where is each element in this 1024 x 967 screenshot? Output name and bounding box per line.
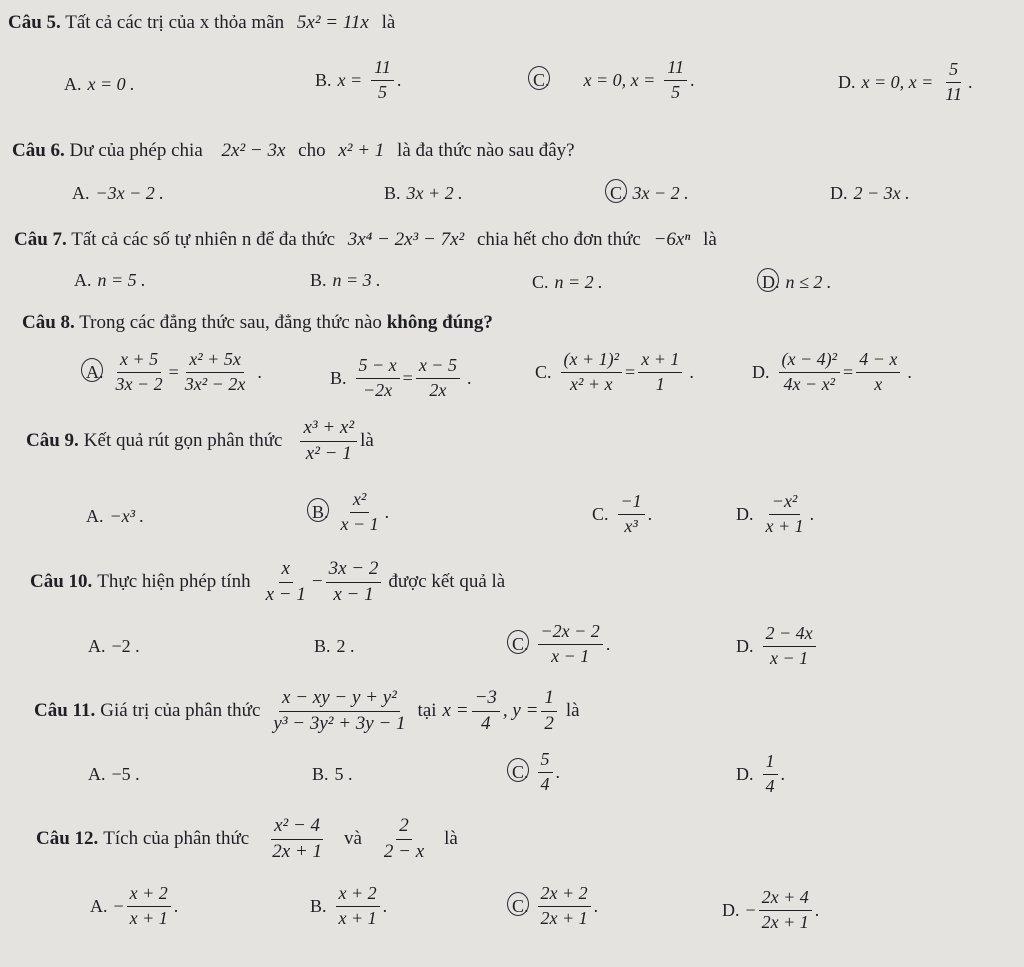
question-label: Câu 9. [26, 430, 79, 452]
option-lead: x = 0, x = [861, 71, 934, 92]
question-label: Câu 7. [14, 229, 67, 250]
question-fraction-1: $\frac{\text{x² − 4}}{2x + 1}$ [272, 815, 322, 862]
option-12d[interactable]: D. − $\frac{2x + 4}{2x + 1}$ . [722, 887, 820, 932]
option-sign: − [113, 895, 124, 916]
option-fraction: $\frac{11}{5}$ [664, 58, 687, 103]
option-11c[interactable]: C. $\frac{5}{4}$ . [512, 749, 561, 794]
question-fraction-1: $\frac{x}{x - 1}$ [265, 558, 306, 605]
question-stem: Kết quả rút gọn phân thức [83, 430, 283, 452]
question-7: Câu 7. Tất cả các số tự nhiên n để đa thức 3x⁴ − 2x³ − 7x² chia hết cho đơn thức −6xⁿ là [14, 229, 717, 250]
option-letter: A. [64, 74, 82, 94]
option-7c[interactable] [532, 272, 603, 293]
option-6a[interactable] [72, 183, 164, 204]
polynomial: 2x² − 3x [221, 140, 286, 161]
option-fraction-left: $\frac{5 - x}{-2x}$ [356, 356, 400, 401]
option-letter: B. [312, 764, 329, 784]
option-fraction-right: $\frac{4 - x}{x}$ [856, 350, 900, 395]
option-fraction-left: $\frac{x + 5}{3x - 2}$ [115, 349, 163, 394]
question-stem: Giá trị của phân thức [100, 700, 261, 722]
option-letter: D. [736, 763, 754, 784]
option-7b[interactable] [310, 270, 381, 291]
option-fraction: $\frac{2 - 4x}{x - 1}$ [763, 624, 816, 669]
option-letter: D. [736, 503, 754, 524]
option-letter: D. [736, 635, 754, 656]
option-sign: − [745, 899, 756, 920]
option-7d[interactable] [762, 272, 831, 293]
x-value-label: x = [442, 700, 469, 722]
option-text: n = 5 . [97, 270, 146, 290]
question-label: Câu 11. [34, 700, 96, 722]
option-letter-circled: C. [610, 183, 627, 203]
option-fraction: $\frac{\text{x²}}{x - 1}$ [340, 489, 379, 534]
option-text: 2 − 3x . [853, 183, 910, 203]
option-9d[interactable]: D. $\frac{\text{−x²}}{x + 1}$ . [736, 491, 815, 536]
question-9: Câu 9. Kết quả rút gọn phân thức $\frac{\text{x³ + x²}}{\text{x² − 1}}$ là [26, 417, 374, 464]
option-fraction: $\frac{x + 2}{x + 1}$ [336, 884, 380, 929]
option-fraction: $\frac{2x + 4}{2x + 1}$ [759, 888, 812, 933]
option-text: x = 0 . [87, 74, 135, 94]
option-10c[interactable]: C. $\frac{-2x - 2}{x - 1}$ . [512, 621, 611, 666]
option-6c[interactable] [610, 183, 689, 204]
y-value-fraction: $\frac{1}{2}$ [541, 688, 557, 735]
divisor: x² + 1 [338, 140, 385, 161]
option-text: 5 . [334, 764, 353, 784]
option-letter: D. [830, 183, 848, 203]
option-letter: A. [74, 270, 92, 290]
option-letter: B. [330, 367, 347, 388]
option-10b[interactable] [314, 636, 355, 657]
option-letter-circled: C. [512, 633, 529, 654]
x-value-fraction: $\frac{-3}{4}$ [472, 688, 500, 735]
option-11a[interactable] [88, 764, 140, 785]
question-12: Câu 12. Tích của phân thức $\frac{\text{x² − 4}}{2x + 1}$ và $\frac{2}{2 - x}$ là [36, 815, 458, 862]
question-fraction-2: $\frac{3x - 2}{x - 1}$ [326, 559, 382, 606]
option-10d[interactable] [736, 624, 819, 669]
option-letter-circled: C. [533, 69, 550, 90]
option-text: n = 3 . [332, 270, 381, 290]
question-stem: Thực hiện phép tính [97, 571, 251, 593]
option-text: 3x + 2 . [406, 183, 463, 203]
question-label: Câu 8. [22, 312, 75, 333]
question-stem: Dư của phép chia [69, 140, 203, 161]
question-label: Câu 12. [36, 828, 99, 850]
question-label: Câu 5. [8, 12, 61, 33]
option-6b[interactable] [384, 183, 463, 204]
option-fraction: $\frac{1}{4}$ [763, 752, 778, 797]
option-letter: C. [532, 272, 549, 292]
option-letter-circled: B. [312, 501, 329, 522]
option-fraction: $\frac{x + 2}{x + 1}$ [127, 884, 171, 929]
option-text: −3x − 2 . [95, 183, 164, 203]
option-letter: C. [592, 503, 609, 524]
question-emphasis: không đúng? [386, 312, 493, 333]
option-letter: A. [88, 636, 106, 656]
option-fraction: $\frac{5}{4}$ [538, 750, 553, 795]
question-10: Câu 10. Thực hiện phép tính $\frac{x}{x - 1}$ − $\frac{3x - 2}{x - 1}$ được kết quả là [30, 558, 506, 605]
question-fraction: $\frac{\text{x − xy − y + y²}}{\text{y³ − 3y² + 3y − 1}}$ [273, 687, 406, 734]
option-5b[interactable]: B. x = $\frac{11}{5}$ . [315, 57, 402, 102]
option-letter: B. [315, 69, 332, 90]
option-fraction-right: $\frac{x - 5}{2x}$ [416, 356, 460, 401]
option-12c[interactable]: C. $\frac{2x + 2}{2x + 1}$ . [512, 883, 599, 928]
option-text: −2 . [111, 636, 140, 656]
option-9b[interactable]: B. $\frac{\text{x²}}{x - 1}$ . [312, 489, 390, 534]
option-12b[interactable]: B. $\frac{x + 2}{x + 1}$ . [310, 883, 388, 928]
question-5 [8, 12, 395, 34]
question-stem: Tích của phân thức [103, 828, 250, 850]
question-8 [22, 312, 493, 334]
option-fraction-right: $\frac{\text{x² + 5x}}{\text{3x² − 2x}}$ [184, 349, 246, 394]
question-fraction-2: $\frac{2}{2 - x}$ [383, 815, 425, 862]
option-fraction: $\frac{-2x - 2}{x - 1}$ [538, 622, 603, 667]
option-letter: A. [90, 895, 108, 916]
option-fraction-left: $\frac{\text{(x + 1)²}}{\text{x² + x}}$ [561, 350, 623, 395]
question-stem: Trong các đẳng thức sau, đẳng thức nào [79, 312, 382, 333]
polynomial: 3x⁴ − 2x³ − 7x² [347, 229, 465, 250]
option-fraction: $\frac{5}{11}$ [945, 59, 962, 104]
option-fraction: $\frac{2x + 2}{2x + 1}$ [538, 884, 591, 929]
question-fraction: $\frac{\text{x³ + x²}}{\text{x² − 1}}$ [300, 418, 357, 465]
option-8c[interactable]: C. $\frac{\text{(x + 1)²}}{\text{x² + x}}$ = $\frac{x + 1}{1}$ . [535, 349, 694, 394]
option-letter-circled: A. [86, 361, 104, 382]
option-11d[interactable]: D. $\frac{1}{4}$ . [736, 751, 785, 796]
option-fraction: $\frac{\text{−x²}}{x + 1}$ [765, 491, 804, 536]
option-letter: A. [88, 764, 106, 784]
option-letter: B. [384, 183, 401, 203]
option-text: −x³ . [109, 506, 145, 526]
option-9a[interactable] [86, 506, 144, 527]
option-9c[interactable]: C. $\frac{-1}{\text{x³}}$ . [592, 491, 653, 536]
option-lead: x = 0, x = [583, 69, 656, 90]
option-lead: x = [337, 69, 363, 90]
option-letter-circled: C. [512, 895, 529, 916]
option-6d[interactable] [830, 183, 910, 204]
option-12a[interactable]: A. − $\frac{x + 2}{x + 1}$ . [90, 883, 179, 928]
option-11b[interactable] [312, 764, 353, 785]
question-stem: Tất cả các trị của x thỏa mãn [65, 12, 285, 33]
option-7a[interactable] [74, 270, 146, 291]
option-letter: A. [72, 183, 90, 203]
y-value-label: , y = [502, 700, 539, 722]
option-8d[interactable]: D. $\frac{\text{(x − 4)²}}{\text{4x − x²}}$ = $\frac{4 - x}{x}$ . [752, 349, 912, 394]
option-text: −5 . [111, 764, 140, 784]
option-8a[interactable]: A. $\frac{x + 5}{3x - 2}$ = $\frac{\text{x² + 5x}}{\text{3x² − 2x}}$ . [86, 349, 262, 394]
equation: 5x² = 11x [296, 12, 369, 33]
option-fraction: $\frac{11}{5}$ [371, 58, 394, 103]
monomial: −6xⁿ [653, 229, 691, 250]
option-letter: B. [310, 270, 327, 290]
option-letter: D. [838, 71, 856, 92]
option-letter: B. [310, 895, 327, 916]
option-text: n = 2 . [554, 272, 603, 292]
option-5c[interactable]: C. x = 0, x = $\frac{11}{5}$ . [533, 57, 695, 102]
option-letter-circled: D. [762, 272, 780, 292]
option-5a[interactable] [64, 74, 135, 95]
option-letter: B. [314, 636, 331, 656]
option-text: n ≤ 2 . [785, 272, 832, 292]
option-text: 2 . [336, 636, 355, 656]
question-label: Câu 10. [30, 571, 93, 593]
question-label: Câu 6. [12, 140, 65, 161]
option-fraction-left: $\frac{\text{(x − 4)²}}{\text{4x − x²}}$ [779, 350, 841, 395]
option-letter-circled: C. [512, 761, 529, 782]
option-letter: D. [722, 899, 740, 920]
option-8b[interactable]: B. $\frac{5 - x}{-2x}$ = $\frac{x - 5}{2x}$ . [330, 355, 472, 400]
option-letter: A. [86, 506, 104, 526]
question-stem-end: là [381, 12, 396, 33]
option-letter: D. [752, 361, 770, 382]
question-6: Câu 6. Dư của phép chia 2x² − 3x cho x² + 1 là đa thức nào sau đây? [12, 140, 575, 161]
option-fraction: $\frac{-1}{\text{x³}}$ [618, 492, 645, 537]
option-letter: C. [535, 361, 552, 382]
question-stem: Tất cả các số tự nhiên n để đa thức [71, 229, 336, 250]
option-5d[interactable]: D. x = 0, x = $\frac{5}{11}$ . [838, 59, 973, 104]
option-fraction-right: $\frac{x + 1}{1}$ [638, 350, 682, 395]
option-10a[interactable] [88, 636, 140, 657]
option-text: 3x − 2 . [632, 183, 689, 203]
question-11: Câu 11. Giá trị của phân thức $\frac{\text{x − xy − y + y²}}{\text{y³ − 3y² + 3y − 1}}$ tại x = $\frac{-3}{4}$ , y = $\frac{1}{2}$ là [34, 687, 580, 734]
